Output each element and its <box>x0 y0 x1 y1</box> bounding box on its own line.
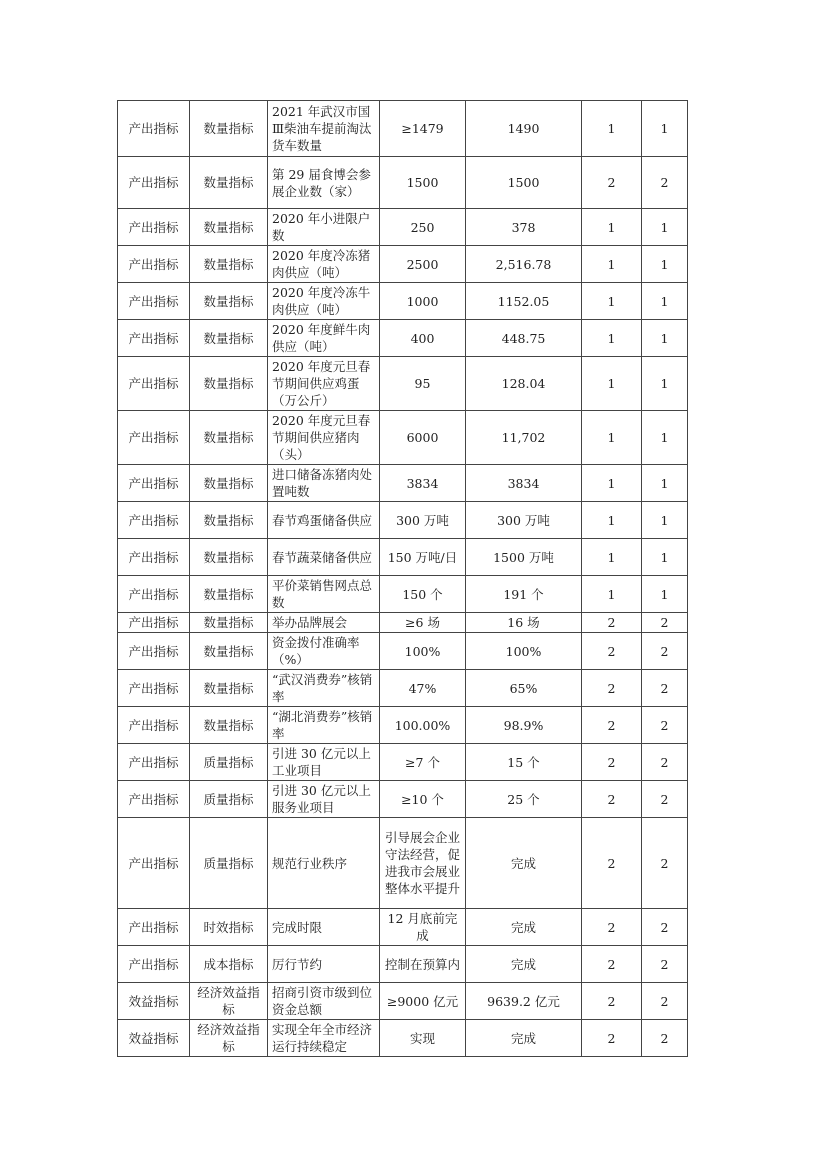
table-body <box>118 101 688 1057</box>
indicator-name-cell: 进口储备冻猪肉处置吨数 <box>268 465 380 502</box>
indicator-level1-cell: 产出指标 <box>118 576 190 613</box>
table-row <box>118 539 688 576</box>
table-row <box>118 576 688 613</box>
table-row <box>118 613 688 633</box>
indicator-level2-cell: 质量指标 <box>190 818 268 909</box>
indicator-level2-cell: 数量指标 <box>190 502 268 539</box>
score-cell: 2 <box>642 946 688 983</box>
target-value-cell: ≥10 个 <box>380 781 466 818</box>
target-value-cell: 100.00% <box>380 707 466 744</box>
actual-value-cell: 完成 <box>466 909 582 946</box>
weight-cell: 2 <box>582 744 642 781</box>
actual-value-cell: 100% <box>466 633 582 670</box>
actual-value-cell: 25 个 <box>466 781 582 818</box>
actual-value-cell: 448.75 <box>466 320 582 357</box>
table-row <box>118 209 688 246</box>
table-row <box>118 983 688 1020</box>
indicator-level2-cell: 数量指标 <box>190 670 268 707</box>
indicator-level1-cell: 产出指标 <box>118 670 190 707</box>
target-value-cell: 引导展会企业守法经营，促进我市会展业整体水平提升 <box>380 818 466 909</box>
indicator-level1-cell: 效益指标 <box>118 983 190 1020</box>
weight-cell: 1 <box>582 411 642 465</box>
indicator-name-cell: 2020 年度元旦春节期间供应鸡蛋（万公斤） <box>268 357 380 411</box>
indicator-name-cell: 2021 年武汉市国Ⅲ柴油车提前淘汰货车数量 <box>268 101 380 157</box>
target-value-cell: 实现 <box>380 1020 466 1057</box>
indicator-name-cell: 2020 年小进限户数 <box>268 209 380 246</box>
indicator-level2-cell: 经济效益指标 <box>190 983 268 1020</box>
target-value-cell: 300 万吨 <box>380 502 466 539</box>
actual-value-cell: 378 <box>466 209 582 246</box>
score-cell: 2 <box>642 707 688 744</box>
score-cell: 1 <box>642 209 688 246</box>
indicator-name-cell: 举办品牌展会 <box>268 613 380 633</box>
indicator-level1-cell: 产出指标 <box>118 946 190 983</box>
indicator-level2-cell: 数量指标 <box>190 246 268 283</box>
indicator-level2-cell: 质量指标 <box>190 744 268 781</box>
actual-value-cell: 2,516.78 <box>466 246 582 283</box>
indicator-level1-cell: 产出指标 <box>118 909 190 946</box>
score-cell: 2 <box>642 613 688 633</box>
indicator-level1-cell: 产出指标 <box>118 818 190 909</box>
indicator-name-cell: 资金拨付准确率（%） <box>268 633 380 670</box>
score-cell: 1 <box>642 411 688 465</box>
indicator-level1-cell: 产出指标 <box>118 357 190 411</box>
weight-cell: 2 <box>582 707 642 744</box>
weight-cell: 1 <box>582 283 642 320</box>
indicator-level2-cell: 数量指标 <box>190 465 268 502</box>
indicator-level2-cell: 数量指标 <box>190 539 268 576</box>
table-row <box>118 157 688 209</box>
indicator-level1-cell: 产出指标 <box>118 633 190 670</box>
indicator-name-cell: 实现全年全市经济运行持续稳定 <box>268 1020 380 1057</box>
score-cell: 1 <box>642 576 688 613</box>
table-row <box>118 320 688 357</box>
actual-value-cell: 1152.05 <box>466 283 582 320</box>
indicator-level2-cell: 数量指标 <box>190 411 268 465</box>
indicator-level1-cell: 产出指标 <box>118 320 190 357</box>
weight-cell: 1 <box>582 539 642 576</box>
indicator-name-cell: 2020 年度冷冻牛肉供应（吨） <box>268 283 380 320</box>
actual-value-cell: 65% <box>466 670 582 707</box>
table-row <box>118 670 688 707</box>
indicator-name-cell: 引进 30 亿元以上服务业项目 <box>268 781 380 818</box>
indicator-level1-cell: 产出指标 <box>118 246 190 283</box>
score-cell: 1 <box>642 101 688 157</box>
indicator-level1-cell: 产出指标 <box>118 744 190 781</box>
score-cell: 2 <box>642 633 688 670</box>
score-cell: 2 <box>642 781 688 818</box>
table-row <box>118 946 688 983</box>
indicator-level2-cell: 时效指标 <box>190 909 268 946</box>
table-row <box>118 101 688 157</box>
indicator-level2-cell: 数量指标 <box>190 633 268 670</box>
weight-cell: 2 <box>582 946 642 983</box>
indicator-name-cell: 完成时限 <box>268 909 380 946</box>
indicator-name-cell: 春节蔬菜储备供应 <box>268 539 380 576</box>
target-value-cell: 100% <box>380 633 466 670</box>
indicator-level2-cell: 数量指标 <box>190 613 268 633</box>
indicator-level2-cell: 数量指标 <box>190 157 268 209</box>
indicator-name-cell: 2020 年度冷冻猪肉供应（吨） <box>268 246 380 283</box>
target-value-cell: 12 月底前完成 <box>380 909 466 946</box>
target-value-cell: ≥1479 <box>380 101 466 157</box>
indicator-level2-cell: 数量指标 <box>190 320 268 357</box>
actual-value-cell: 98.9% <box>466 707 582 744</box>
weight-cell: 1 <box>582 246 642 283</box>
score-cell: 1 <box>642 465 688 502</box>
weight-cell: 2 <box>582 909 642 946</box>
table-row <box>118 465 688 502</box>
indicator-level2-cell: 质量指标 <box>190 781 268 818</box>
score-cell: 2 <box>642 909 688 946</box>
table-row <box>118 744 688 781</box>
indicator-level1-cell: 产出指标 <box>118 502 190 539</box>
actual-value-cell: 16 场 <box>466 613 582 633</box>
target-value-cell: 3834 <box>380 465 466 502</box>
target-value-cell: ≥7 个 <box>380 744 466 781</box>
target-value-cell: 2500 <box>380 246 466 283</box>
actual-value-cell: 300 万吨 <box>466 502 582 539</box>
weight-cell: 2 <box>582 983 642 1020</box>
actual-value-cell: 11,702 <box>466 411 582 465</box>
score-cell: 2 <box>642 670 688 707</box>
table-row <box>118 707 688 744</box>
table-row <box>118 411 688 465</box>
score-cell: 1 <box>642 502 688 539</box>
target-value-cell: ≥6 场 <box>380 613 466 633</box>
weight-cell: 1 <box>582 209 642 246</box>
table-row <box>118 781 688 818</box>
score-cell: 1 <box>642 539 688 576</box>
target-value-cell: 1000 <box>380 283 466 320</box>
indicator-name-cell: 招商引资市级到位资金总额 <box>268 983 380 1020</box>
weight-cell: 2 <box>582 670 642 707</box>
weight-cell: 2 <box>582 781 642 818</box>
indicator-level1-cell: 产出指标 <box>118 781 190 818</box>
indicator-level2-cell: 数量指标 <box>190 576 268 613</box>
indicator-level1-cell: 产出指标 <box>118 411 190 465</box>
table-row <box>118 633 688 670</box>
target-value-cell: ≥9000 亿元 <box>380 983 466 1020</box>
indicator-level2-cell: 数量指标 <box>190 209 268 246</box>
indicator-level1-cell: 产出指标 <box>118 465 190 502</box>
indicator-level1-cell: 产出指标 <box>118 157 190 209</box>
actual-value-cell: 3834 <box>466 465 582 502</box>
score-cell: 2 <box>642 818 688 909</box>
score-cell: 1 <box>642 320 688 357</box>
indicator-level2-cell: 数量指标 <box>190 357 268 411</box>
indicator-level1-cell: 产出指标 <box>118 613 190 633</box>
actual-value-cell: 1500 万吨 <box>466 539 582 576</box>
table-row <box>118 283 688 320</box>
indicator-level1-cell: 产出指标 <box>118 283 190 320</box>
indicator-name-cell: “湖北消费券”核销率 <box>268 707 380 744</box>
indicator-name-cell: 第 29 届食博会参展企业数（家） <box>268 157 380 209</box>
weight-cell: 2 <box>582 157 642 209</box>
indicator-level2-cell: 经济效益指标 <box>190 1020 268 1057</box>
weight-cell: 1 <box>582 101 642 157</box>
table-row <box>118 502 688 539</box>
score-cell: 2 <box>642 744 688 781</box>
target-value-cell: 250 <box>380 209 466 246</box>
target-value-cell: 47% <box>380 670 466 707</box>
table-row <box>118 909 688 946</box>
indicator-level2-cell: 数量指标 <box>190 101 268 157</box>
indicator-level2-cell: 成本指标 <box>190 946 268 983</box>
indicator-name-cell: 引进 30 亿元以上工业项目 <box>268 744 380 781</box>
weight-cell: 1 <box>582 465 642 502</box>
actual-value-cell: 9639.2 亿元 <box>466 983 582 1020</box>
weight-cell: 2 <box>582 633 642 670</box>
target-value-cell: 95 <box>380 357 466 411</box>
actual-value-cell: 完成 <box>466 818 582 909</box>
performance-indicator-table <box>117 100 688 1057</box>
indicator-level2-cell: 数量指标 <box>190 283 268 320</box>
table-row <box>118 818 688 909</box>
table-row <box>118 1020 688 1057</box>
indicator-name-cell: 规范行业秩序 <box>268 818 380 909</box>
indicator-name-cell: 2020 年度元旦春节期间供应猪肉（头） <box>268 411 380 465</box>
target-value-cell: 6000 <box>380 411 466 465</box>
indicator-level1-cell: 产出指标 <box>118 209 190 246</box>
actual-value-cell: 完成 <box>466 1020 582 1057</box>
weight-cell: 1 <box>582 320 642 357</box>
weight-cell: 1 <box>582 357 642 411</box>
weight-cell: 1 <box>582 576 642 613</box>
weight-cell: 2 <box>582 818 642 909</box>
target-value-cell: 150 万吨/日 <box>380 539 466 576</box>
table-row <box>118 357 688 411</box>
actual-value-cell: 128.04 <box>466 357 582 411</box>
indicator-name-cell: 春节鸡蛋储备供应 <box>268 502 380 539</box>
score-cell: 1 <box>642 246 688 283</box>
indicator-name-cell: “武汉消费券”核销率 <box>268 670 380 707</box>
indicator-name-cell: 厉行节约 <box>268 946 380 983</box>
indicator-level1-cell: 产出指标 <box>118 101 190 157</box>
actual-value-cell: 15 个 <box>466 744 582 781</box>
indicator-level1-cell: 产出指标 <box>118 539 190 576</box>
score-cell: 1 <box>642 357 688 411</box>
indicator-name-cell: 2020 年度鲜牛肉供应（吨） <box>268 320 380 357</box>
actual-value-cell: 完成 <box>466 946 582 983</box>
weight-cell: 2 <box>582 613 642 633</box>
target-value-cell: 400 <box>380 320 466 357</box>
actual-value-cell: 1490 <box>466 101 582 157</box>
indicator-level2-cell: 数量指标 <box>190 707 268 744</box>
actual-value-cell: 1500 <box>466 157 582 209</box>
target-value-cell: 控制在预算内 <box>380 946 466 983</box>
indicator-name-cell: 平价菜销售网点总数 <box>268 576 380 613</box>
score-cell: 2 <box>642 157 688 209</box>
score-cell: 1 <box>642 283 688 320</box>
indicator-level1-cell: 产出指标 <box>118 707 190 744</box>
actual-value-cell: 191 个 <box>466 576 582 613</box>
weight-cell: 1 <box>582 502 642 539</box>
target-value-cell: 150 个 <box>380 576 466 613</box>
weight-cell: 2 <box>582 1020 642 1057</box>
table-row <box>118 246 688 283</box>
score-cell: 2 <box>642 1020 688 1057</box>
score-cell: 2 <box>642 983 688 1020</box>
target-value-cell: 1500 <box>380 157 466 209</box>
indicator-level1-cell: 效益指标 <box>118 1020 190 1057</box>
